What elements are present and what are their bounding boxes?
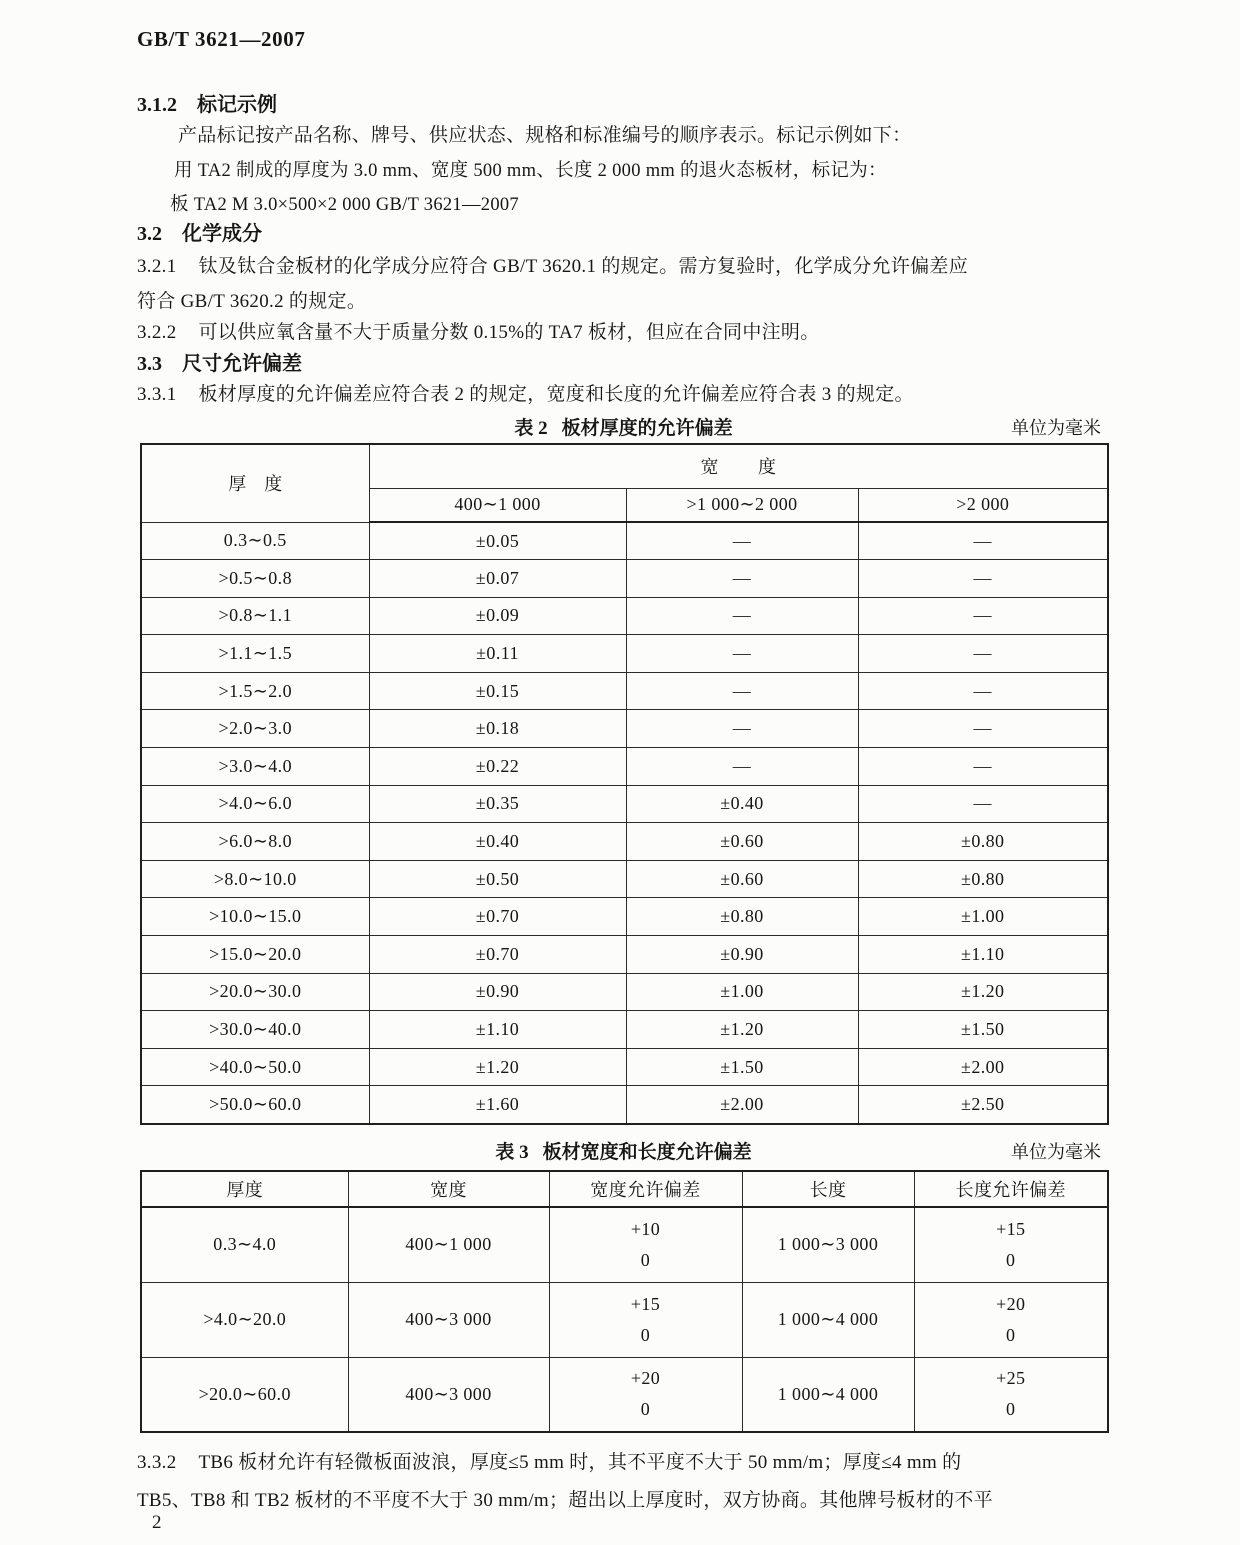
tolerance-lower: 0 <box>1006 1399 1016 1420</box>
t2-tolerance-cell: ±0.15 <box>369 672 626 710</box>
t2-tolerance-cell: ±0.90 <box>369 973 626 1011</box>
t2-tolerance-cell: — <box>626 748 858 786</box>
table3-header-length-tolerance: 长度允许偏差 <box>914 1171 1108 1207</box>
paragraph-text: 可以供应氧含量不大于质量分数 0.15%的 TA7 板材，但应在合同中注明。 <box>198 322 820 343</box>
table2-row <box>141 860 1108 898</box>
t2-tolerance-cell: ±0.60 <box>626 860 858 898</box>
t3-length-tolerance-cell <box>914 1207 1108 1282</box>
t3-width-cell: 400∼3 000 <box>348 1357 549 1432</box>
paragraph-322 <box>137 317 820 344</box>
paragraph-331 <box>137 379 914 406</box>
paragraph-321-line2: 符合 GB/T 3620.2 的规定。 <box>137 291 367 312</box>
t2-tolerance-cell: ±1.20 <box>626 1011 858 1049</box>
table2-row <box>141 1048 1108 1086</box>
section-heading-32 <box>137 217 262 246</box>
t3-length-cell: 1 000∼3 000 <box>742 1207 914 1282</box>
table2-row <box>141 522 1108 560</box>
table2-row <box>141 936 1108 974</box>
t2-tolerance-cell: ±0.35 <box>369 785 626 823</box>
t2-thickness-cell: >50.0∼60.0 <box>141 1086 369 1124</box>
t2-thickness-cell: >8.0∼10.0 <box>141 860 369 898</box>
t2-tolerance-cell: ±0.70 <box>369 936 626 974</box>
table2-row <box>141 898 1108 936</box>
t2-tolerance-cell: ±0.80 <box>858 823 1108 861</box>
table2-row <box>141 710 1108 748</box>
paragraph-number: 3.2.1 <box>137 256 177 277</box>
table2-row <box>141 672 1108 710</box>
table3-caption <box>140 1137 1107 1164</box>
table2-header-width-range: >1 000∼2 000 <box>626 488 858 522</box>
t2-tolerance-cell: ±1.00 <box>626 973 858 1011</box>
t3-width-tolerance-cell <box>549 1207 742 1282</box>
table2-row <box>141 785 1108 823</box>
t2-tolerance-cell: — <box>858 635 1108 673</box>
tolerance-lower: 0 <box>1006 1324 1016 1345</box>
t2-tolerance-cell: ±2.00 <box>626 1086 858 1124</box>
t2-thickness-cell: >20.0∼30.0 <box>141 973 369 1011</box>
t2-tolerance-cell: ±1.10 <box>858 936 1108 974</box>
table2-header-width-group: 宽度 <box>369 444 1108 488</box>
t2-tolerance-cell: — <box>858 522 1108 560</box>
table2-row <box>141 1086 1108 1124</box>
t2-tolerance-cell: ±0.60 <box>626 823 858 861</box>
table2-caption-row <box>140 413 1107 439</box>
table3-header-thickness: 厚度 <box>141 1171 348 1207</box>
t2-thickness-cell: >0.8∼1.1 <box>141 597 369 635</box>
table2-header-row1 <box>141 444 1108 488</box>
table2-header-width-range: >2 000 <box>858 488 1108 522</box>
t2-thickness-cell: >6.0∼8.0 <box>141 823 369 861</box>
t2-tolerance-cell: — <box>626 710 858 748</box>
t2-tolerance-cell: ±1.10 <box>369 1011 626 1049</box>
table2-caption-title: 板材厚度的允许偏差 <box>561 418 733 439</box>
t2-thickness-cell: >1.1∼1.5 <box>141 635 369 673</box>
section-title: 尺寸允许偏差 <box>182 353 302 375</box>
section-number: 3.3 <box>137 353 162 375</box>
table2-body <box>141 522 1108 1124</box>
section-number: 3.2 <box>137 223 162 245</box>
tolerance-upper: +15 <box>630 1293 661 1314</box>
table3-row <box>141 1282 1108 1357</box>
t2-thickness-cell: >2.0∼3.0 <box>141 710 369 748</box>
tolerance-lower: 0 <box>640 1399 651 1420</box>
t2-tolerance-cell: — <box>858 672 1108 710</box>
t2-thickness-cell: >40.0∼50.0 <box>141 1048 369 1086</box>
t3-length-cell: 1 000∼4 000 <box>742 1282 914 1357</box>
table2-header-thickness: 厚度 <box>141 444 369 522</box>
t2-tolerance-cell: — <box>858 560 1108 598</box>
t3-thickness-cell: 0.3∼4.0 <box>141 1207 348 1282</box>
tolerance-lower: 0 <box>1006 1249 1016 1270</box>
table3-header-width: 宽度 <box>348 1171 549 1207</box>
t3-length-tolerance-cell <box>914 1282 1108 1357</box>
t2-tolerance-cell: ±0.18 <box>369 710 626 748</box>
t2-tolerance-cell: ±0.50 <box>369 860 626 898</box>
t2-tolerance-cell: — <box>858 710 1108 748</box>
doc-number: GB/T 3621—2007 <box>137 27 306 51</box>
t2-tolerance-cell: ±0.90 <box>626 936 858 974</box>
table3-caption-row <box>140 1137 1107 1163</box>
table3-caption-label: 表 3 <box>495 1142 529 1163</box>
t2-tolerance-cell: — <box>626 597 858 635</box>
paragraph-marking-example-code: 板 TA2 M 3.0×500×2 000 GB/T 3621—2007 <box>170 195 519 215</box>
table3-head <box>141 1171 1108 1207</box>
t2-tolerance-cell: ±0.70 <box>369 898 626 936</box>
table2-row <box>141 748 1108 786</box>
paragraph-number: 3.3.1 <box>137 384 177 405</box>
t3-thickness-cell: >4.0∼20.0 <box>141 1282 348 1357</box>
t3-width-cell: 400∼1 000 <box>348 1207 549 1282</box>
paragraph-text: TB6 板材允许有轻微板面波浪，厚度≤5 mm 时，其不平度不大于 50 mm/m；厚度≤4 mm 的 <box>198 1452 962 1473</box>
table3-header-width-tolerance: 宽度允许偏差 <box>549 1171 742 1207</box>
table2-row <box>141 597 1108 635</box>
t2-thickness-cell: >4.0∼6.0 <box>141 785 369 823</box>
t3-length-cell: 1 000∼4 000 <box>742 1357 914 1432</box>
t2-tolerance-cell: — <box>626 522 858 560</box>
paragraph-332-line2: TB5、TB8 和 TB2 板材的不平度不大于 30 mm/m；超出以上厚度时，双方协商。其他牌号板材的不平 <box>137 1490 993 1511</box>
paragraph-marking-rule: 产品标记按产品名称、牌号、供应状态、规格和标准编号的顺序表示。标记示例如下： <box>178 125 912 146</box>
section-heading-312 <box>137 88 277 117</box>
table2-row <box>141 973 1108 1011</box>
page-number: 2 <box>152 1512 162 1533</box>
t2-tolerance-cell: — <box>858 597 1108 635</box>
t2-thickness-cell: >1.5∼2.0 <box>141 672 369 710</box>
section-title: 化学成分 <box>182 223 262 245</box>
t2-tolerance-cell: ±0.09 <box>369 597 626 635</box>
t2-thickness-cell: >3.0∼4.0 <box>141 748 369 786</box>
t2-tolerance-cell: ±2.50 <box>858 1086 1108 1124</box>
tolerance-upper: +20 <box>996 1293 1026 1314</box>
t2-tolerance-cell: ±1.20 <box>858 973 1108 1011</box>
t2-tolerance-cell: ±0.80 <box>858 860 1108 898</box>
t3-thickness-cell: >20.0∼60.0 <box>141 1357 348 1432</box>
table3-row <box>141 1357 1108 1432</box>
t3-length-tolerance-cell <box>914 1357 1108 1432</box>
paragraph-text: 钛及钛合金板材的化学成分应符合 GB/T 3620.1 的规定。需方复验时，化学成分允许偏差应 <box>198 256 969 277</box>
t2-tolerance-cell: ±2.00 <box>858 1048 1108 1086</box>
section-heading-33 <box>137 347 302 376</box>
table2-header-width-range: 400∼1 000 <box>369 488 626 522</box>
table2-head <box>141 444 1108 522</box>
section-number: 3.1.2 <box>137 94 177 116</box>
paragraph-332-line1 <box>137 1447 961 1474</box>
tolerance-upper: +25 <box>996 1368 1026 1389</box>
t2-tolerance-cell: ±1.00 <box>858 898 1108 936</box>
t2-thickness-cell: >15.0∼20.0 <box>141 936 369 974</box>
paragraph-321-line1 <box>137 251 968 278</box>
paragraph-text: 板材厚度的允许偏差应符合表 2 的规定，宽度和长度的允许偏差应符合表 3 的规定。 <box>198 384 914 405</box>
t2-tolerance-cell: ±0.40 <box>369 823 626 861</box>
t2-tolerance-cell: ±0.80 <box>626 898 858 936</box>
t2-tolerance-cell: — <box>858 785 1108 823</box>
table3-header-row <box>141 1171 1108 1207</box>
table3-header-length: 长度 <box>742 1171 914 1207</box>
t2-thickness-cell: >30.0∼40.0 <box>141 1011 369 1049</box>
table3-width-length-tolerance <box>140 1170 1109 1433</box>
table2-row <box>141 823 1108 861</box>
t3-width-tolerance-cell <box>549 1357 742 1432</box>
t2-tolerance-cell: ±1.60 <box>369 1086 626 1124</box>
table2-row <box>141 560 1108 598</box>
t3-width-cell: 400∼3 000 <box>348 1282 549 1357</box>
paragraph-number: 3.3.2 <box>137 1452 177 1473</box>
t2-tolerance-cell: ±0.22 <box>369 748 626 786</box>
t2-tolerance-cell: — <box>626 560 858 598</box>
t2-tolerance-cell: — <box>858 748 1108 786</box>
t2-thickness-cell: >0.5∼0.8 <box>141 560 369 598</box>
table2-thickness-tolerance <box>140 443 1109 1125</box>
paragraph-number: 3.2.2 <box>137 322 177 343</box>
t2-tolerance-cell: — <box>626 672 858 710</box>
table2-unit-note: 单位为毫米 <box>1011 418 1101 438</box>
tolerance-lower: 0 <box>640 1324 651 1345</box>
table3-caption-title: 板材宽度和长度允许偏差 <box>542 1142 752 1163</box>
t3-width-tolerance-cell <box>549 1282 742 1357</box>
table2-caption <box>140 413 1107 440</box>
tolerance-upper: +20 <box>630 1368 661 1389</box>
tolerance-upper: +15 <box>996 1218 1026 1239</box>
t2-tolerance-cell: ±0.07 <box>369 560 626 598</box>
tolerance-upper: +10 <box>630 1218 661 1239</box>
table2-caption-label: 表 2 <box>514 418 548 439</box>
t2-thickness-cell: >10.0∼15.0 <box>141 898 369 936</box>
t2-tolerance-cell: ±0.11 <box>369 635 626 673</box>
t2-tolerance-cell: ±0.05 <box>369 522 626 560</box>
table2-row <box>141 1011 1108 1049</box>
paragraph-marking-example-desc: 用 TA2 制成的厚度为 3.0 mm、宽度 500 mm、长度 2 000 mm 的退火态板材，标记为： <box>174 161 887 181</box>
t2-tolerance-cell: — <box>626 635 858 673</box>
tolerance-lower: 0 <box>640 1249 651 1270</box>
t2-tolerance-cell: ±1.50 <box>626 1048 858 1086</box>
table3-unit-note: 单位为毫米 <box>1011 1142 1101 1162</box>
section-title: 标记示例 <box>197 94 277 116</box>
table2-row <box>141 635 1108 673</box>
table3-row <box>141 1207 1108 1282</box>
table3-body <box>141 1207 1108 1432</box>
t2-tolerance-cell: ±0.40 <box>626 785 858 823</box>
t2-tolerance-cell: ±1.20 <box>369 1048 626 1086</box>
t2-thickness-cell: 0.3∼0.5 <box>141 522 369 560</box>
t2-tolerance-cell: ±1.50 <box>858 1011 1108 1049</box>
